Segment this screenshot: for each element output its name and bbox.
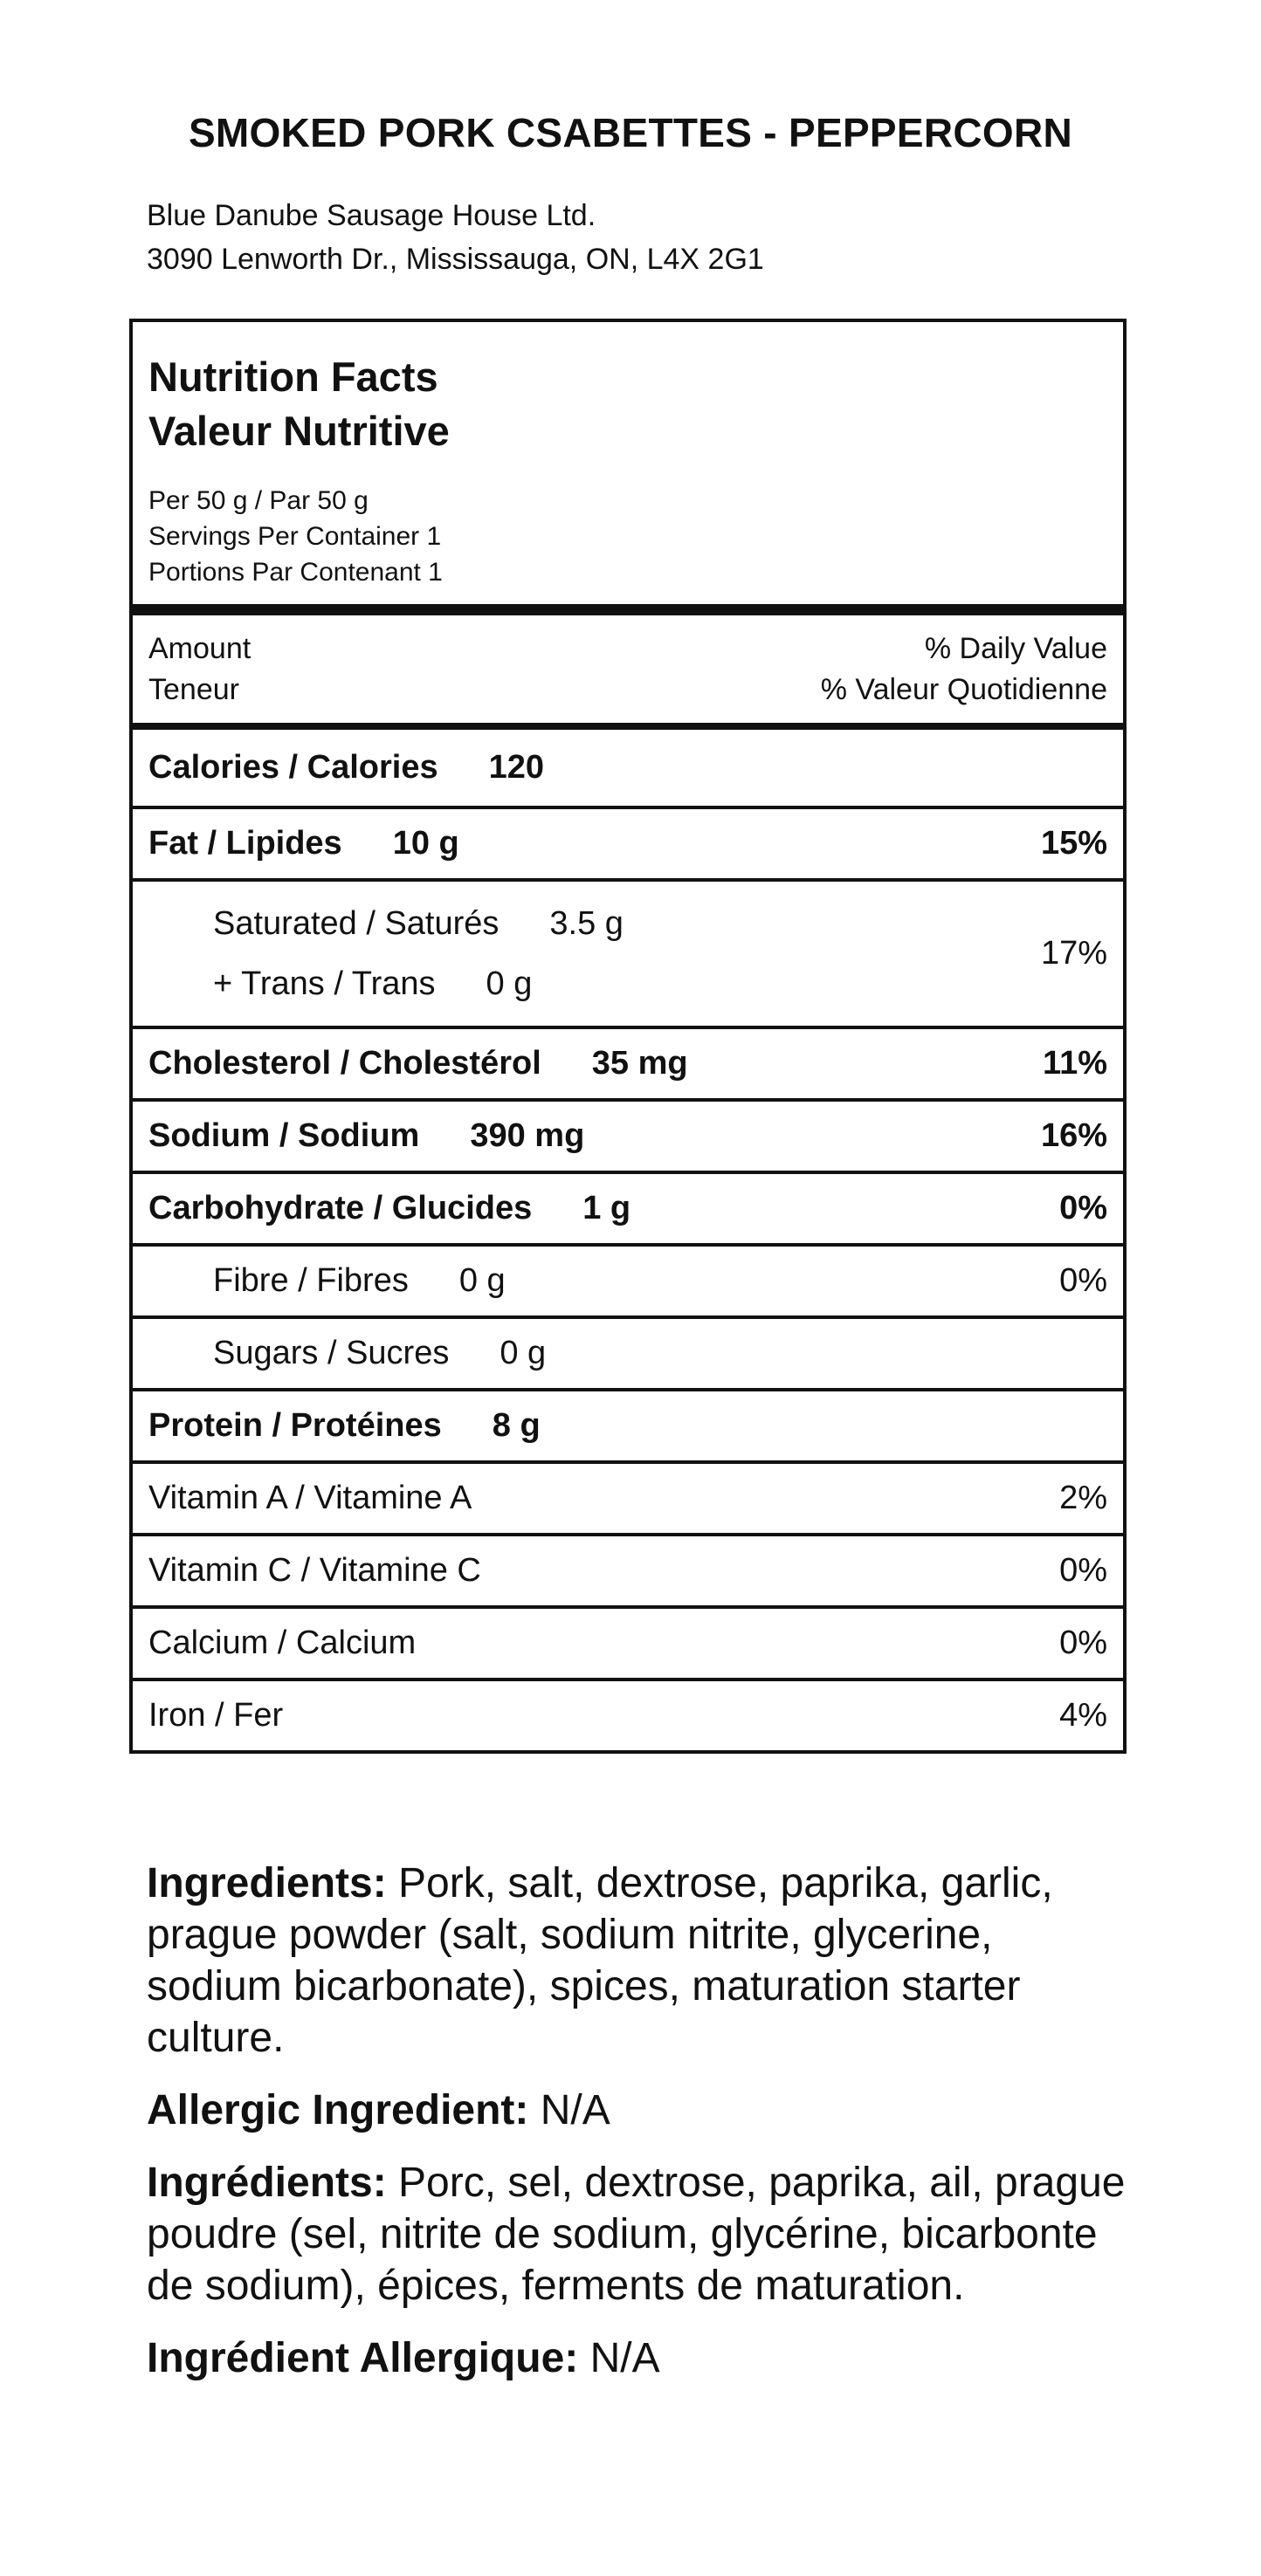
- nutrition-header: [133, 322, 1123, 604]
- trans-amount: 0 g: [486, 965, 533, 1002]
- saturated-trans-row: [133, 878, 1123, 1026]
- fat-row: [133, 806, 1123, 878]
- nutrition-title-fr: Valeur Nutritive: [148, 408, 450, 454]
- carbohydrate-dv: 0%: [1059, 1190, 1107, 1226]
- allergen-en-label: Allergic Ingredient:: [147, 2087, 529, 2133]
- ingredients-en-label: Ingredients:: [147, 1860, 387, 1906]
- fat-label: Fat / Lipides: [148, 825, 342, 862]
- sugars-amount: 0 g: [500, 1335, 547, 1371]
- calories-amount: 120: [488, 749, 544, 786]
- nutrition-facts-table: [129, 319, 1127, 1754]
- ingredients-en: [147, 1858, 1134, 2064]
- vitamin-c-dv: 0%: [1059, 1552, 1107, 1589]
- company-name: Blue Danube Sausage House Ltd.: [147, 199, 596, 232]
- calories-label: Calories / Calories: [148, 749, 438, 786]
- sodium-amount: 390 mg: [470, 1117, 585, 1154]
- protein-amount: 8 g: [492, 1407, 541, 1444]
- servings-per-container-en: Servings Per Container 1: [148, 522, 442, 551]
- nutrition-title-en: Nutrition Facts: [148, 354, 438, 400]
- trans-label: + Trans / Trans: [213, 965, 436, 1002]
- vitamin-a-row: [133, 1460, 1123, 1533]
- calories-row: [133, 730, 1123, 806]
- sugars-row: [133, 1315, 1123, 1388]
- daily-value-label-fr: % Valeur Quotidienne: [820, 672, 1107, 706]
- serving-info: [148, 483, 1123, 590]
- iron-row: [133, 1678, 1123, 1750]
- allergen-fr: [147, 2332, 1134, 2384]
- saturated-label: Saturated / Saturés: [213, 904, 500, 942]
- fibre-label: Fibre / Fibres: [213, 1262, 409, 1299]
- carbohydrate-label: Carbohydrate / Glucides: [148, 1190, 533, 1226]
- product-title: SMOKED PORK CSABETTES - PEPPERCORN: [188, 110, 1073, 155]
- vitamin-a-dv: 2%: [1059, 1480, 1107, 1516]
- thick-divider: [133, 604, 1123, 615]
- iron-label: Iron / Fer: [148, 1697, 284, 1734]
- fat-dv: 15%: [1040, 825, 1107, 862]
- cholesterol-amount: 35 mg: [591, 1045, 688, 1082]
- carbohydrate-amount: 1 g: [582, 1190, 631, 1226]
- calcium-dv: 0%: [1059, 1625, 1107, 1661]
- ingredients-fr-label: Ingrédients:: [147, 2160, 387, 2206]
- ingredients-fr-text: Porc, sel, dextrose, paprika, ail, prague poudre (sel, nitrite de sodium, glycérine, bicarbonte de sodium), épices, ferments de maturation.: [147, 2160, 1126, 2309]
- allergen-en: [147, 2085, 1134, 2136]
- sodium-row: [133, 1098, 1123, 1171]
- cholesterol-label: Cholesterol / Cholestérol: [148, 1045, 541, 1082]
- calcium-label: Calcium / Calcium: [148, 1625, 417, 1661]
- vitamin-c-row: [133, 1533, 1123, 1605]
- vitamin-a-label: Vitamin A / Vitamine A: [148, 1480, 472, 1516]
- fibre-amount: 0 g: [458, 1262, 506, 1299]
- fat-amount: 10 g: [392, 825, 459, 862]
- protein-label: Protein / Protéines: [148, 1407, 442, 1444]
- iron-dv: 4%: [1059, 1697, 1107, 1734]
- sodium-dv: 16%: [1040, 1117, 1107, 1154]
- daily-value-label-en: % Daily Value: [924, 631, 1107, 665]
- medium-divider: [133, 723, 1123, 730]
- allergen-fr-label: Ingrédient Allergique:: [147, 2335, 579, 2381]
- ingredients-en-text: Pork, salt, dextrose, paprika, garlic, prague powder (salt, sodium nitrite, glycerine, sodium bicarbonate), spices, maturation starter culture.: [147, 1860, 1053, 2061]
- carbohydrate-row: [133, 1171, 1123, 1243]
- saturated-amount: 3.5 g: [549, 904, 624, 942]
- amount-label-fr: Teneur: [148, 672, 239, 706]
- amount-header-row: [133, 615, 1123, 723]
- cholesterol-row: [133, 1026, 1123, 1098]
- cholesterol-dv: 11%: [1043, 1045, 1107, 1082]
- company-info: [147, 194, 764, 281]
- sugars-label: Sugars / Sucres: [213, 1335, 450, 1371]
- allergen-en-text: N/A: [528, 2087, 610, 2133]
- sodium-label: Sodium / Sodium: [148, 1117, 420, 1154]
- vitamin-c-label: Vitamin C / Vitamine C: [148, 1552, 481, 1589]
- ingredients-section: [147, 1858, 1134, 2405]
- company-address: 3090 Lenworth Dr., Mississauga, ON, L4X 2G1: [147, 243, 764, 276]
- servings-per-container-fr: Portions Par Contenant 1: [148, 558, 443, 587]
- amount-label-en: Amount: [148, 631, 252, 665]
- fibre-dv: 0%: [1059, 1262, 1107, 1299]
- allergen-fr-text: N/A: [578, 2335, 660, 2381]
- protein-row: [133, 1388, 1123, 1460]
- serving-size: Per 50 g / Par 50 g: [148, 486, 369, 515]
- fibre-row: [133, 1243, 1123, 1315]
- ingredients-fr: [147, 2157, 1134, 2312]
- saturated-trans-dv: 17%: [1040, 935, 1107, 972]
- calcium-row: [133, 1605, 1123, 1678]
